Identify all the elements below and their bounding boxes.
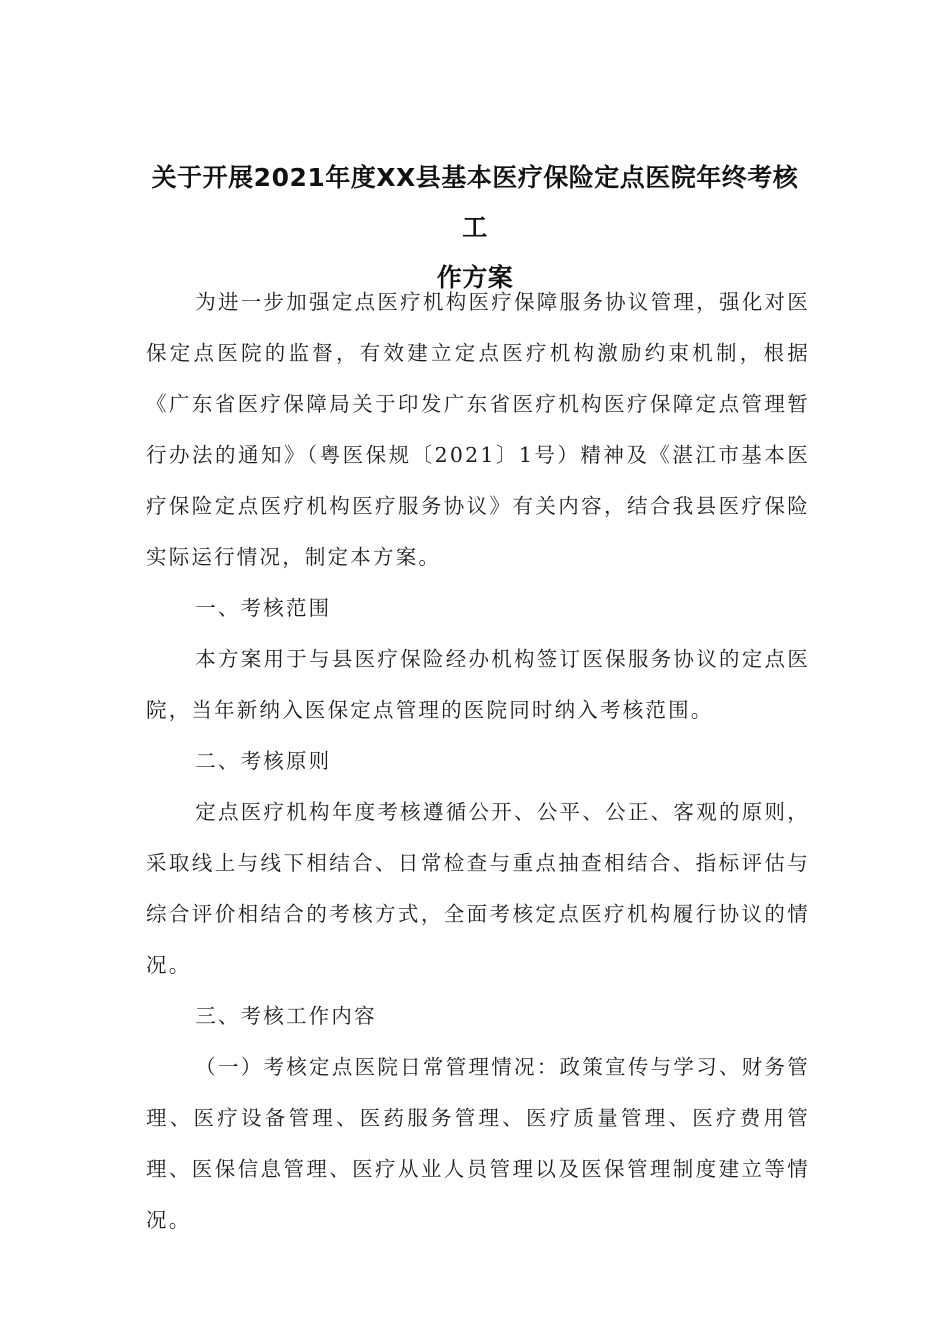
section-heading-principles: 二、考核原则 (195, 749, 332, 773)
document-body (146, 277, 810, 1246)
intro-paragraph: 为进一步加强定点医疗机构医疗保障服务协议管理，强化对医保定点医院的监督，有效建立定点医疗机构激励约束机制，根据《广东省医疗保障局关于印发广东省医疗机构医疗保障定点管理暂行办法的通知》（粤医保规〔2021〕1号）精神及《湛江市基本医疗保险定点医疗机构医疗服务协议》有关内容，结合我县医疗保险实际运行情况，制定本方案。 (146, 290, 810, 569)
title-line-1: 关于开展2021年度XX县基本医疗保险定点医院年终考核工 (151, 163, 799, 242)
scope-paragraph: 本方案用于与县医疗保险经办机构签订医保服务协议的定点医院，当年新纳入医保定点管理的医院同时纳入考核范围。 (146, 647, 810, 722)
principles-paragraph: 定点医疗机构年度考核遵循公开、公平、公正、客观的原则，采取线上与线下相结合、日常检查与重点抽查相结合、指标评估与综合评价相结合的考核方式，全面考核定点医疗机构履行协议的情况。 (146, 800, 810, 977)
title-line-2: 作方案 (436, 263, 514, 292)
content-item-1: （一）考核定点医院日常管理情况：政策宣传与学习、财务管理、医疗设备管理、医药服务管理、医疗质量管理、医疗费用管理、医保信息管理、医疗从业人员管理以及医保管理制度建立等情况。 (146, 1055, 810, 1232)
section-heading-scope: 一、考核范围 (195, 596, 332, 620)
section-heading-content: 三、考核工作内容 (195, 1004, 377, 1028)
